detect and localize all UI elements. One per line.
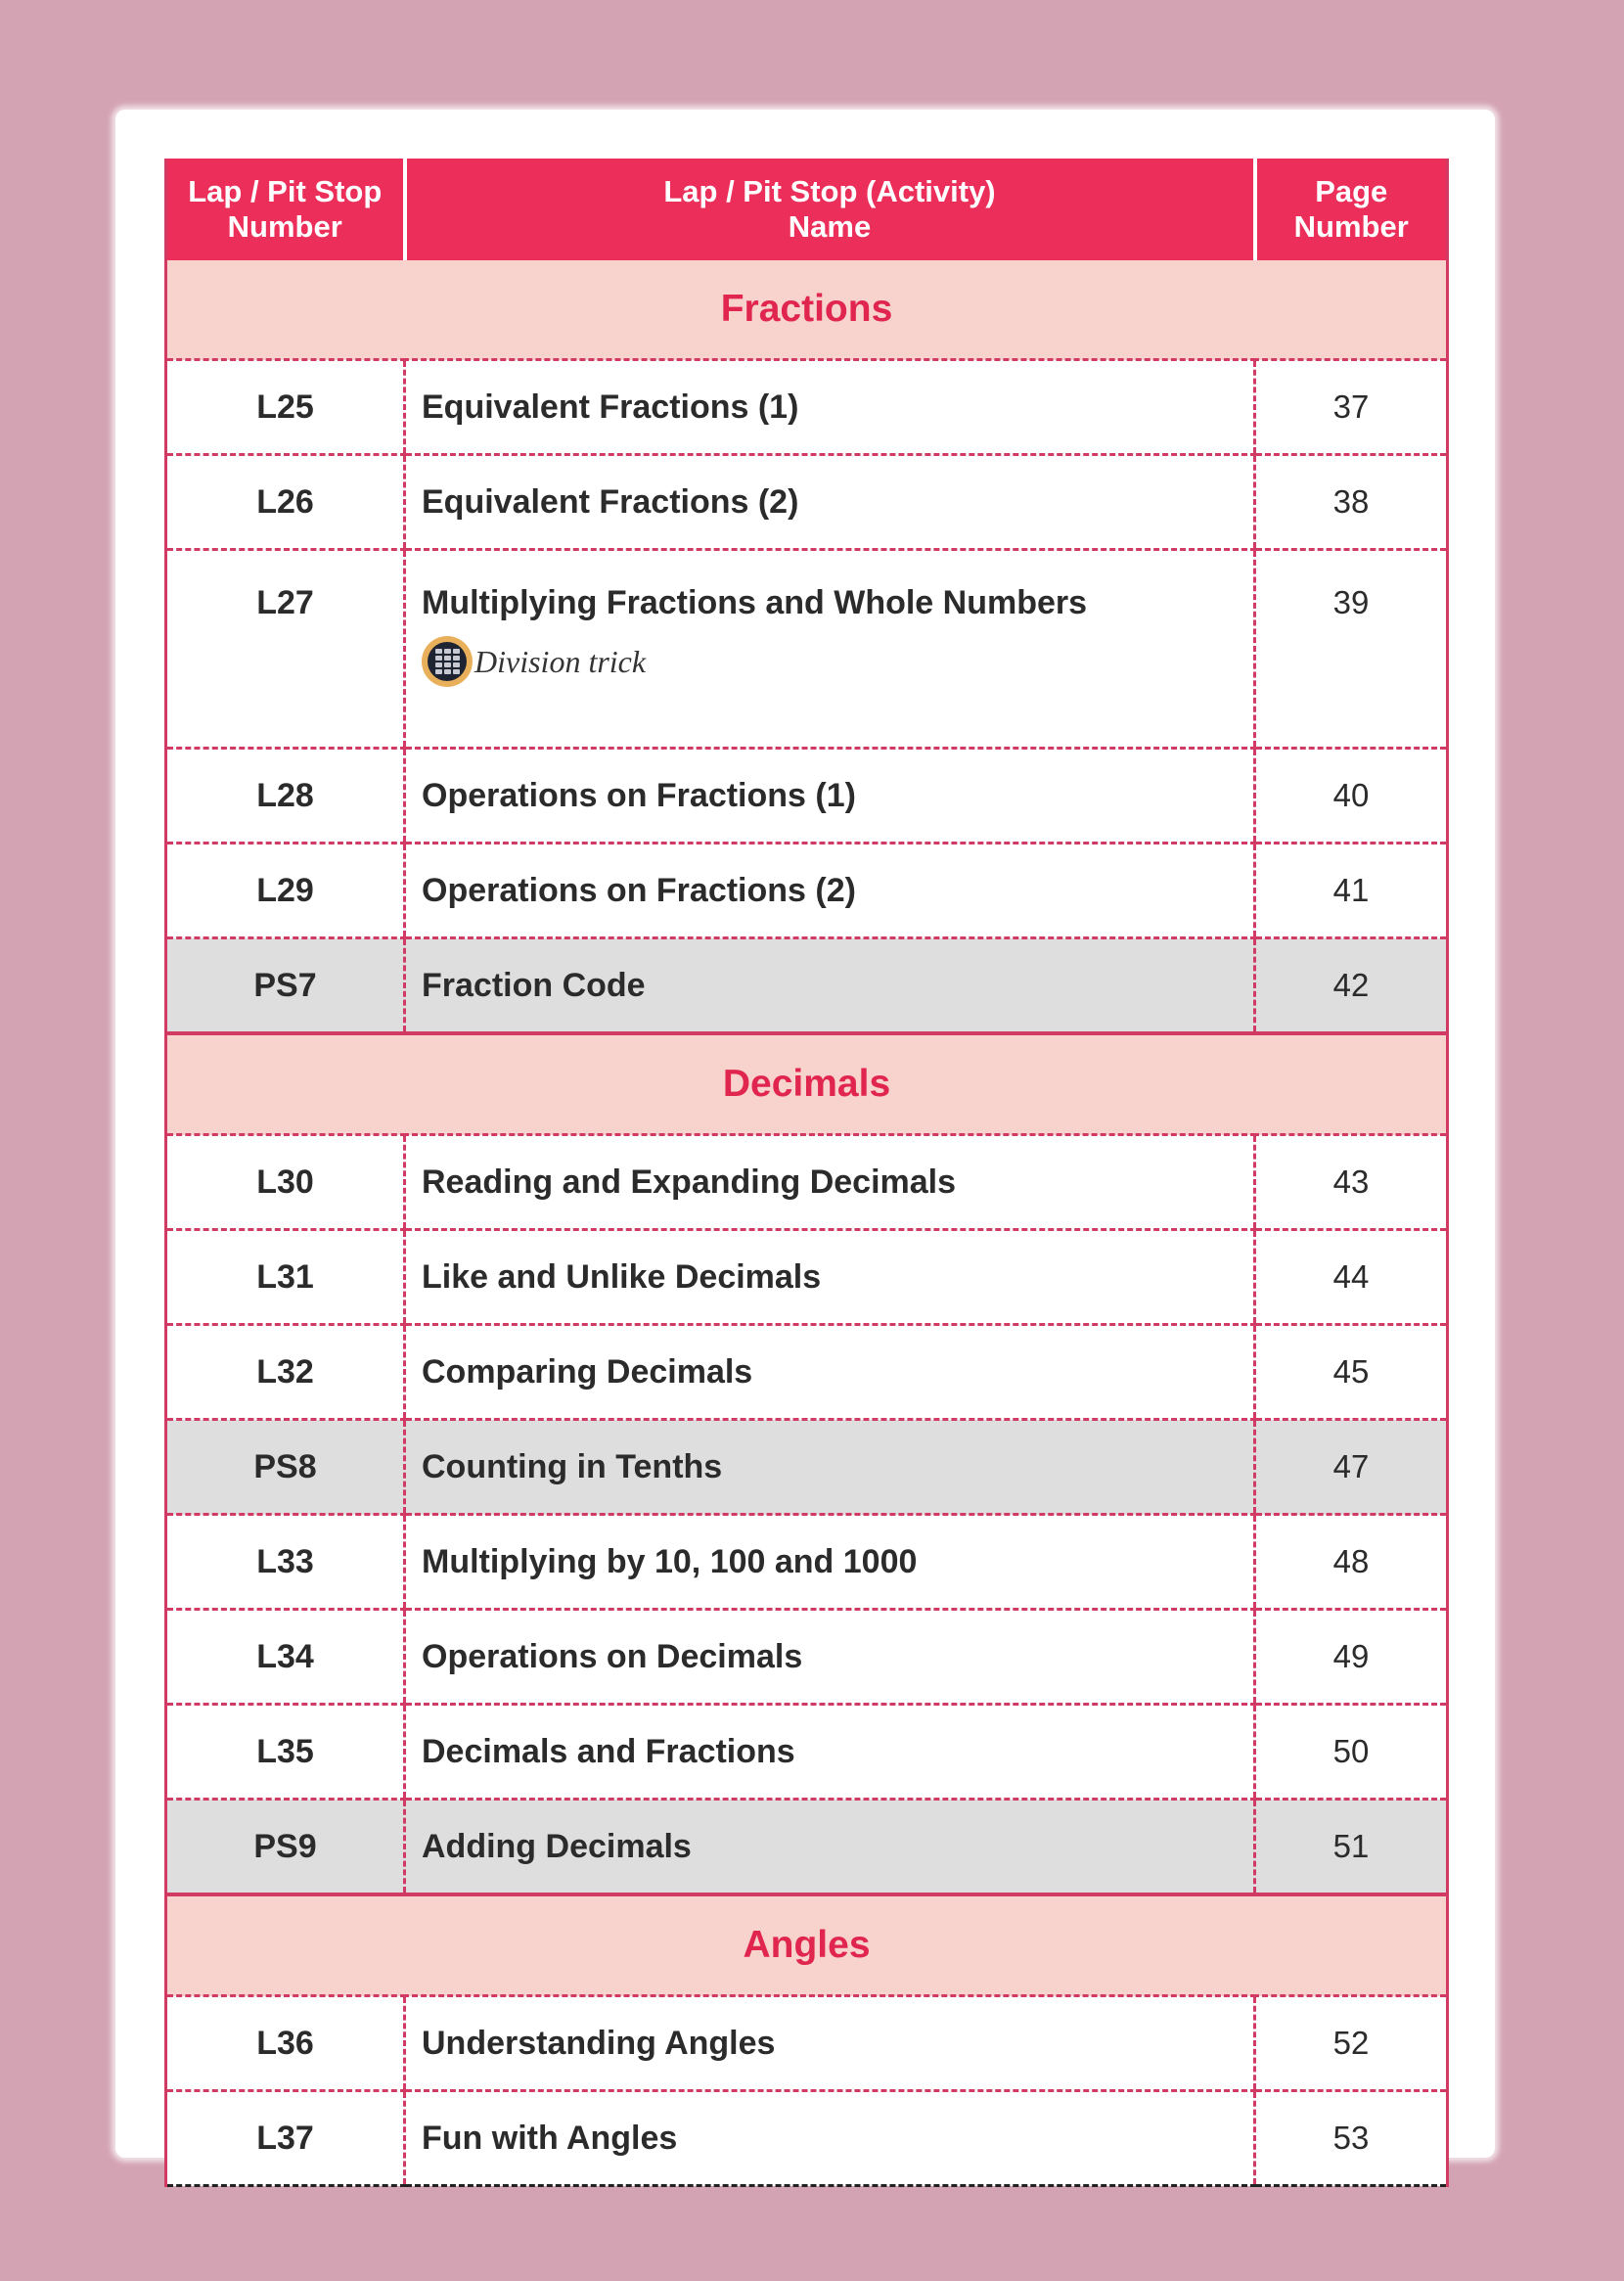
activity-name[interactable]: Equivalent Fractions (2) bbox=[405, 455, 1255, 550]
page-number: 52 bbox=[1255, 1996, 1448, 2091]
activity-name[interactable]: Like and Unlike Decimals bbox=[405, 1230, 1255, 1325]
activity-name[interactable]: Adding Decimals bbox=[405, 1800, 1255, 1895]
lap-number: L34 bbox=[166, 1610, 405, 1705]
lap-number: L26 bbox=[166, 455, 405, 550]
page-number: 41 bbox=[1255, 844, 1448, 938]
table-row[interactable] bbox=[166, 2091, 1448, 2186]
division-trick-note[interactable] bbox=[422, 636, 1253, 687]
page-number: 43 bbox=[1255, 1135, 1448, 1230]
table-row[interactable] bbox=[166, 1325, 1448, 1420]
page-number: 42 bbox=[1255, 938, 1448, 1034]
header-row bbox=[166, 159, 1448, 260]
activity-name[interactable]: Counting in Tenths bbox=[405, 1420, 1255, 1515]
activity-name-cell[interactable] bbox=[405, 550, 1255, 749]
table-row[interactable] bbox=[166, 1515, 1448, 1610]
table-row[interactable] bbox=[166, 1996, 1448, 2091]
pitstop-row[interactable] bbox=[166, 1800, 1448, 1895]
section-angles bbox=[166, 1894, 1448, 1996]
page-number: 37 bbox=[1255, 360, 1448, 455]
pitstop-row[interactable] bbox=[166, 938, 1448, 1034]
activity-name[interactable]: Understanding Angles bbox=[405, 1996, 1255, 2091]
lap-number: L27 bbox=[166, 550, 405, 749]
activity-name[interactable]: Decimals and Fractions bbox=[405, 1705, 1255, 1800]
page-number: 44 bbox=[1255, 1230, 1448, 1325]
page-number: 53 bbox=[1255, 2091, 1448, 2186]
activity-name[interactable]: Equivalent Fractions (1) bbox=[405, 360, 1255, 455]
pitstop-number: PS8 bbox=[166, 1420, 405, 1515]
lap-number: L32 bbox=[166, 1325, 405, 1420]
table-row[interactable] bbox=[166, 360, 1448, 455]
page-number: 38 bbox=[1255, 455, 1448, 550]
lap-number: L29 bbox=[166, 844, 405, 938]
table-row[interactable] bbox=[166, 1705, 1448, 1800]
header-page: Page Number bbox=[1255, 159, 1448, 260]
header-name: Lap / Pit Stop (Activity) Name bbox=[405, 159, 1255, 260]
header-number: Lap / Pit Stop Number bbox=[166, 159, 405, 260]
activity-name[interactable]: Multiplying by 10, 100 and 1000 bbox=[405, 1515, 1255, 1610]
division-trick-label: Division trick bbox=[474, 643, 647, 679]
page-number: 47 bbox=[1255, 1420, 1448, 1515]
activity-name[interactable]: Operations on Decimals bbox=[405, 1610, 1255, 1705]
section-fractions bbox=[166, 260, 1448, 360]
table-row[interactable] bbox=[166, 1135, 1448, 1230]
activity-name[interactable]: Fraction Code bbox=[405, 938, 1255, 1034]
section-title: Decimals bbox=[166, 1033, 1448, 1135]
page-number: 51 bbox=[1255, 1800, 1448, 1895]
pitstop-number: PS7 bbox=[166, 938, 405, 1034]
section-title: Angles bbox=[166, 1894, 1448, 1996]
lap-number: L28 bbox=[166, 749, 405, 844]
lap-number: L30 bbox=[166, 1135, 405, 1230]
lap-number: L35 bbox=[166, 1705, 405, 1800]
lap-number: L25 bbox=[166, 360, 405, 455]
page-number: 45 bbox=[1255, 1325, 1448, 1420]
table-of-contents bbox=[164, 159, 1449, 2187]
calculator-badge-icon bbox=[422, 636, 473, 687]
table-row[interactable] bbox=[166, 550, 1448, 749]
pitstop-number: PS9 bbox=[166, 1800, 405, 1895]
page-number: 39 bbox=[1255, 550, 1448, 749]
activity-name[interactable]: Operations on Fractions (2) bbox=[405, 844, 1255, 938]
lap-number: L36 bbox=[166, 1996, 405, 2091]
section-title: Fractions bbox=[166, 260, 1448, 360]
lap-number: L33 bbox=[166, 1515, 405, 1610]
table-row[interactable] bbox=[166, 749, 1448, 844]
pitstop-row[interactable] bbox=[166, 1420, 1448, 1515]
page-number: 50 bbox=[1255, 1705, 1448, 1800]
lap-number: L37 bbox=[166, 2091, 405, 2186]
section-decimals bbox=[166, 1033, 1448, 1135]
activity-name[interactable]: Operations on Fractions (1) bbox=[405, 749, 1255, 844]
table-row[interactable] bbox=[166, 1230, 1448, 1325]
activity-name[interactable]: Multiplying Fractions and Whole Numbers bbox=[422, 584, 1088, 621]
activity-name[interactable]: Reading and Expanding Decimals bbox=[405, 1135, 1255, 1230]
page-number: 40 bbox=[1255, 749, 1448, 844]
page-number: 48 bbox=[1255, 1515, 1448, 1610]
table-row[interactable] bbox=[166, 455, 1448, 550]
lap-number: L31 bbox=[166, 1230, 405, 1325]
table-row[interactable] bbox=[166, 1610, 1448, 1705]
activity-name[interactable]: Comparing Decimals bbox=[405, 1325, 1255, 1420]
table-row[interactable] bbox=[166, 844, 1448, 938]
page-number: 49 bbox=[1255, 1610, 1448, 1705]
activity-name[interactable]: Fun with Angles bbox=[405, 2091, 1255, 2186]
